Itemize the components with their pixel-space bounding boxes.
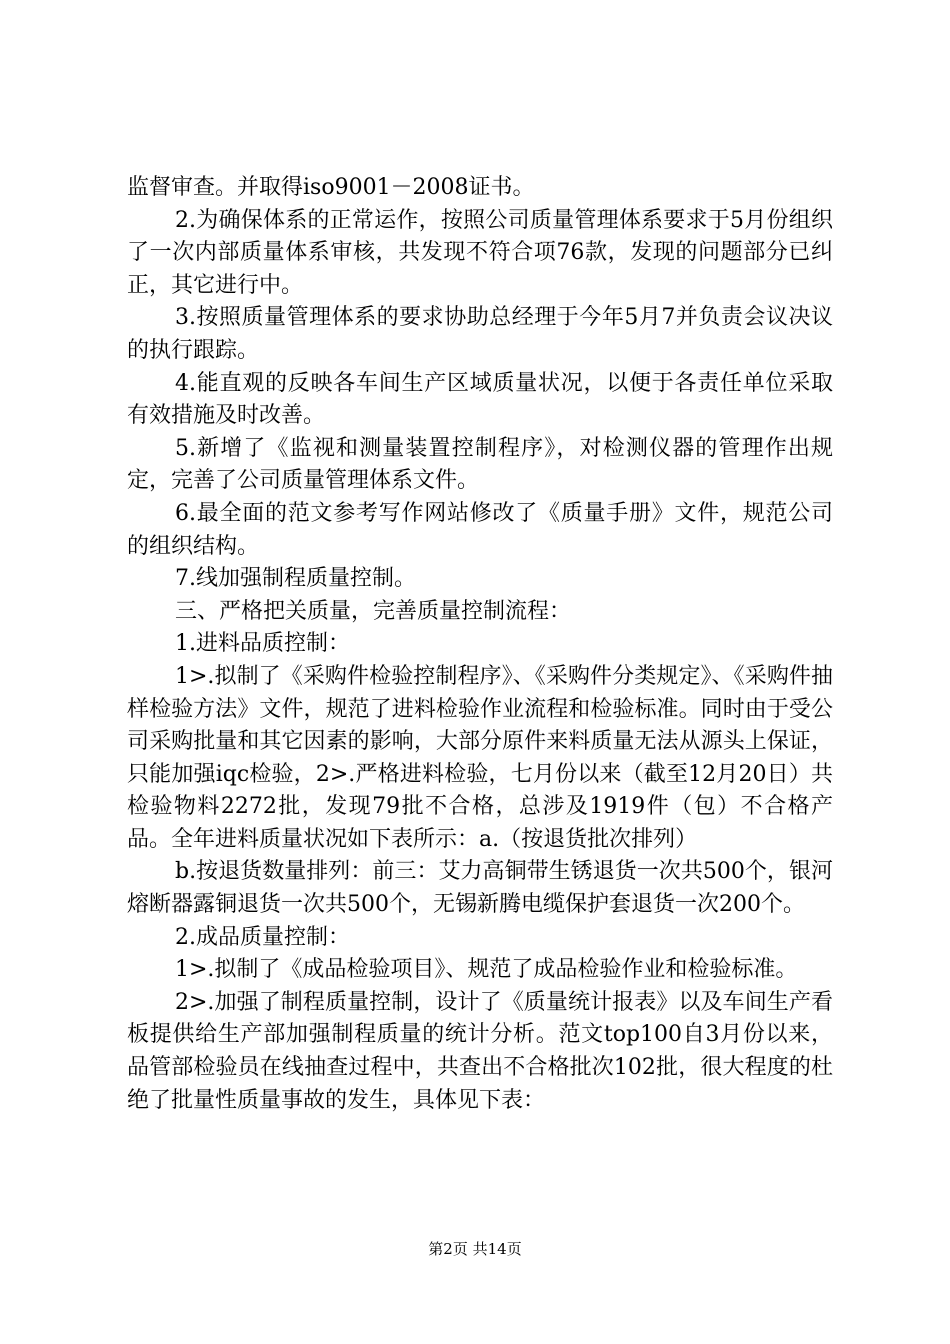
paragraph-4: 5.新增了《监视和测量装置控制程序》，对检测仪器的管理作出规定，完善了公司质量管理体系文件。 — [127, 435, 833, 494]
document-body — [127, 172, 833, 1117]
page-footer: 第2页 共14页 — [428, 1240, 522, 1258]
paragraph-9: 1>.拟制了《采购件检验控制程序》、《采购件分类规定》、《采购件抽样检验方法》文件，规范了进料检验作业流程和检验标准。同时由于受公司采购批量和其它因素的影响，大部分原件来料质量无法从源头上保证，只能加强iqc检验，2>.严格进料检验，七月份以来（截至12月20日）共检验物料2272批，发现79批不合格，总涉及1919件（包）不合格产品。全年进料质量状况如下表所示：a.（按退货批次排列） — [127, 663, 833, 852]
paragraph-11: 2.成品质量控制： — [175, 924, 350, 950]
section-heading: 三、严格把关质量，完善质量控制流程： — [175, 598, 572, 624]
paragraph-10: b.按退货数量排列：前三：艾力高铜带生锈退货一次共500个，银河熔断器露铜退货一次共500个，无锡新腾电缆保护套退货一次200个。 — [127, 859, 833, 918]
paragraph-6: 7.线加强制程质量控制。 — [175, 566, 416, 592]
paragraph-1: 2.为确保体系的正常运作，按照公司质量管理体系要求于5月份组织了一次内部质量体系审核，共发现不符合项76款，发现的问题部分已纠正，其它进行中。 — [127, 207, 833, 298]
paragraph-5: 6.最全面的范文参考写作网站修改了《质量手册》文件，规范公司的组织结构。 — [127, 500, 833, 559]
paragraph-2: 3.按照质量管理体系的要求协助总经理于今年5月7并负责会议决议的执行跟踪。 — [127, 305, 833, 363]
paragraph-0: 监督审查。并取得iso9001－2008证书。 — [127, 175, 535, 200]
paragraph-12: 1>.拟制了《成品检验项目》、规范了成品检验作业和检验标准。 — [175, 957, 798, 983]
paragraph-8: 1.进料品质控制： — [175, 631, 350, 657]
paragraph-13: 2>.加强了制程质量控制，设计了《质量统计报表》以及车间生产看板提供给生产部加强制程质量的统计分析。范文top100自3月份以来，品管部检验员在线抽查过程中，共查出不合格批次102批，很大程度的杜绝了批量性质量事故的发生，具体见下表： — [127, 989, 833, 1113]
paragraph-3: 4.能直观的反映各车间生产区域质量状况，以便于各责任单位采取有效措施及时改善。 — [127, 370, 833, 429]
